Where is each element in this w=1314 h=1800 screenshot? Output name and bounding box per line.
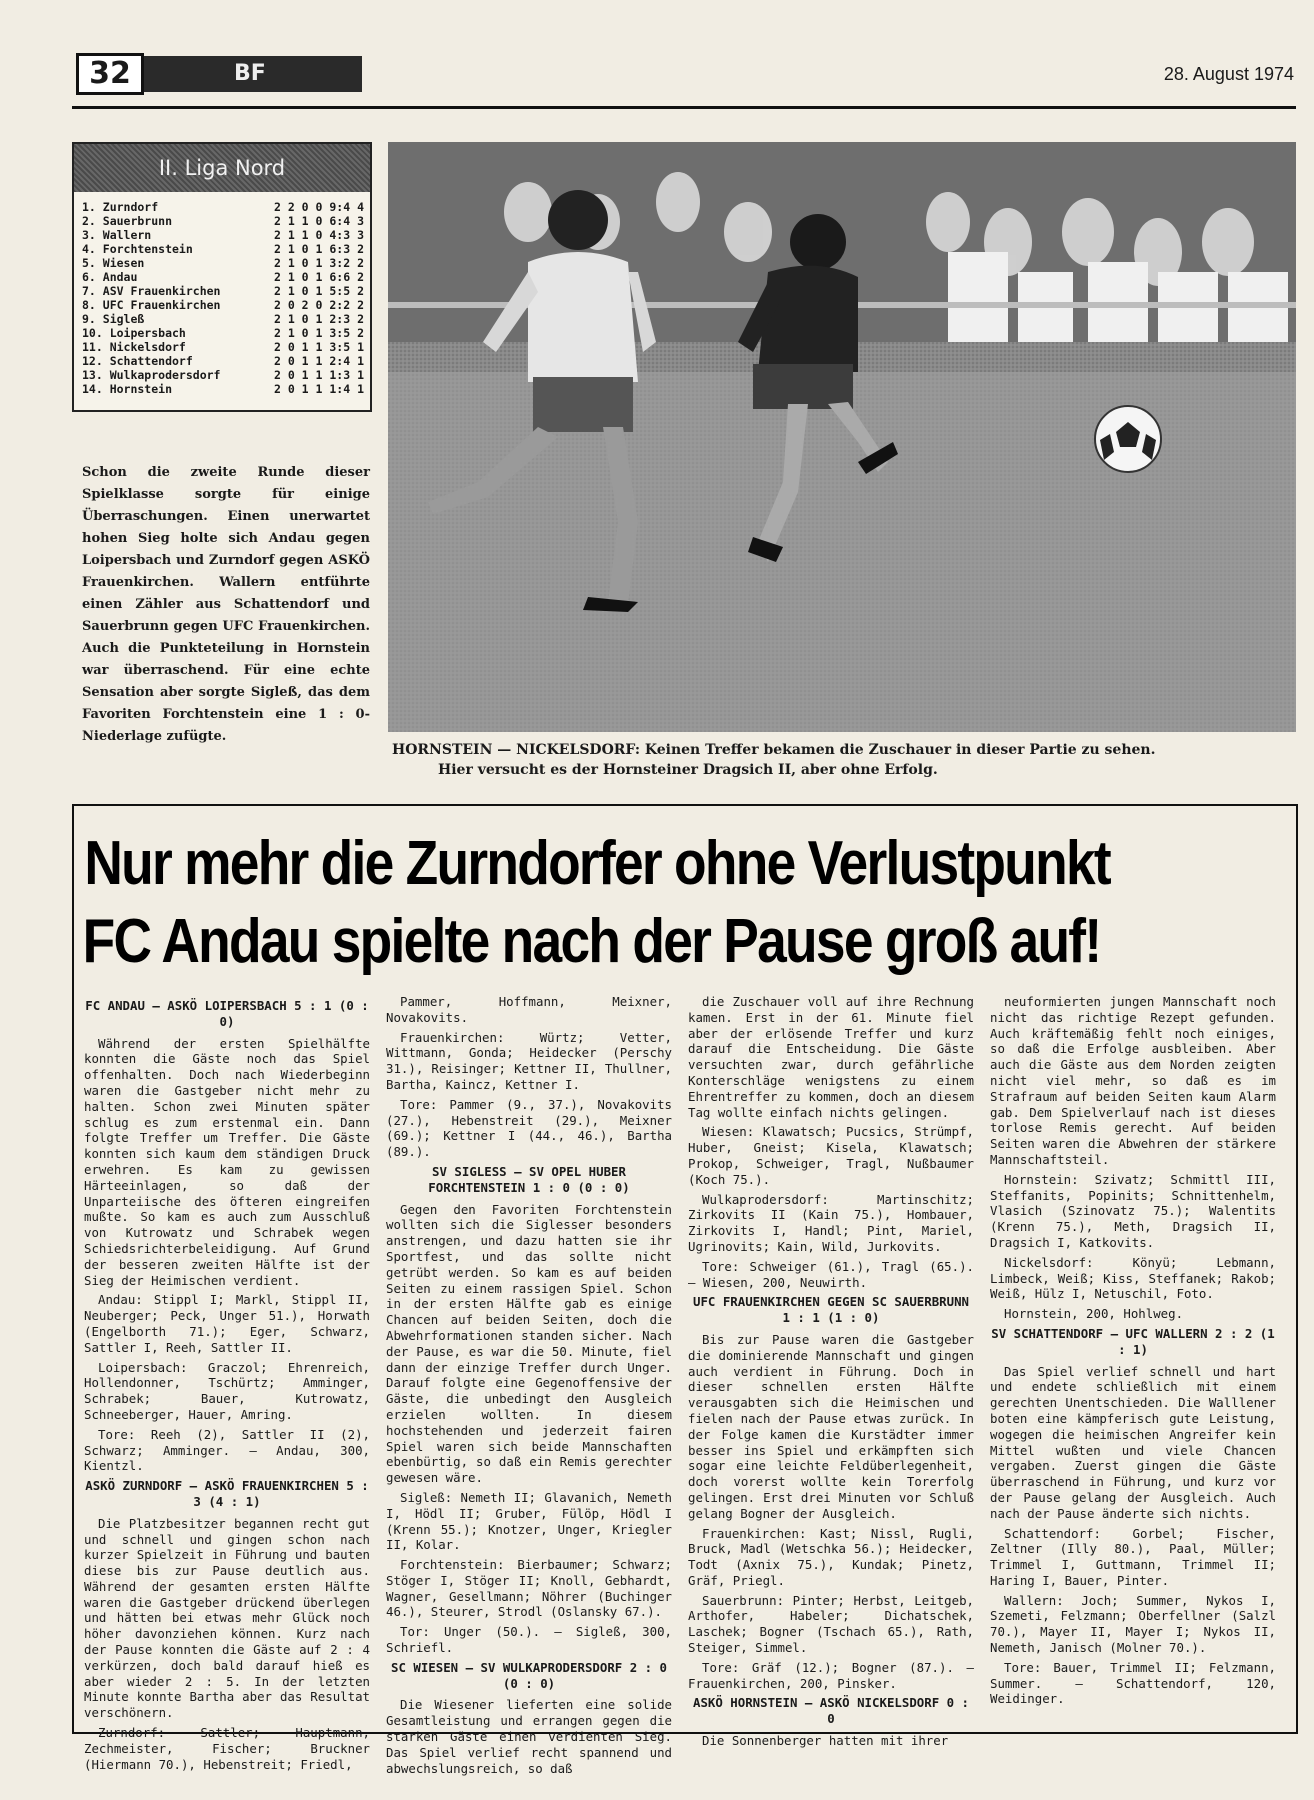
standings-stats: 2 1 0 1 6:3 2 bbox=[273, 242, 364, 256]
standings-stats: 2 1 1 0 4:3 3 bbox=[273, 228, 364, 242]
standings-stats: 2 1 1 0 6:4 3 bbox=[273, 214, 364, 228]
standings-row bbox=[82, 368, 364, 382]
match-photo-image bbox=[388, 142, 1296, 732]
standings-team: 14. Hornstein bbox=[82, 382, 173, 396]
article-paragraph: Die Wiesener lieferten eine solide Gesamtleistung und errangen gegen die starken Gäste einen verdienten Sieg. Das Spiel verlief recht spannend und abwechslungsreich, so daß bbox=[386, 1697, 672, 1776]
standings-stats: 2 0 2 0 2:2 2 bbox=[273, 298, 364, 312]
match-heading: SV SIGLESS — SV OPEL HUBER FORCHTENSTEIN 1 : 0 (0 : 0) bbox=[428, 1163, 630, 1195]
article-paragraph: Während der ersten Spielhälfte konnten die Gäste noch das Spiel offenhalten. Doch nach Wiederbeginn waren die Gastgeber nicht mehr zu halten. Schon zwei Minuten später schlug es zum erstenmal ein. Dann folgte Treffer um Treffer. Die Gäste konnten sich kaum dem ständigen Druck erwehren. Es kam zu gewissen Härteeinlagen, so daß der Unparteiische des öfteren eingreifen mußte. So kam es auch zum Ausschluß von Kutrowatz und Schrabek wegen Schiedsrichterbeleidigung. Auf Grund der besseren zweiten Hälfte ist der Sieg der Heimischen verdient. bbox=[84, 1035, 370, 1288]
match-heading: ASKÖ HORNSTEIN — ASKÖ NICKELSDORF 0 : 0 bbox=[692, 1695, 969, 1727]
article-paragraph: Frauenkirchen: Kast; Nissl, Rugli, Bruck, Madl (Wetschka 56.); Heidecker, Todt (Axnix 75.), Kundak; Pinetz, Gräf, Priegl. bbox=[688, 1525, 974, 1588]
match-heading: UFC FRAUENKIRCHEN GEGEN SC SAUERBRUNN 1 : 1 (1 : 0) bbox=[692, 1294, 969, 1326]
article-paragraph: Bis zur Pause waren die Gastgeber die dominierende Mannschaft und gingen auch verdient in Führung. Doch in dieser schnellen ersten Hälfte verausgabten sich die Heimischen und fielen nach der Pause etwas zurück. In der Folge kamen die Kurstädter immer besser ins Spiel und erkämpften sich sogar eine leichte Feldüberlegenheit, doch vorerst wollte kein Torerfolg gelingen. Erst drei Minuten vor Schluß gelang Bogner der Ausgleich. bbox=[688, 1331, 974, 1521]
standings-row bbox=[82, 298, 364, 312]
standings-row bbox=[82, 284, 364, 298]
article-paragraph: Tore: Schweiger (61.), Tragl (65.). — Wiesen, 200, Neuwirth. bbox=[688, 1258, 974, 1290]
headline-block bbox=[74, 826, 1125, 982]
article-paragraph: Wiesen: Klawatsch; Pucsics, Strümpf, Huber, Gneist; Kisela, Klawatsch; Prokop, Schweiger, Tragl, Nußbaumer (Koch 75.). bbox=[688, 1124, 974, 1187]
article-paragraph: Wallern: Joch; Summer, Nykos I, Szemeti, Felzmann; Oberfellner (Salzl 70.), Mayer II, Mayer I; Nykos II, Nemeth, Janisch (Molner 70.). bbox=[990, 1592, 1276, 1656]
article-paragraph: Nickelsdorf: Könyü; Lebmann, Limbeck, Weiß; Kiss, Steffanek; Rakob; Weiß, Hülz I, Netuschil, Foto. bbox=[990, 1254, 1276, 1302]
headline-line-2: FC Andau spielte nach der Pause groß auf! bbox=[82, 907, 1101, 976]
article-paragraph: Sigleß: Nemeth II; Glavanich, Nemeth I, Hödl II; Gruber, Fülöp, Hödl I (Krenn 55.); Knotzer, Unger, Kriegler II, Kolar. bbox=[386, 1489, 672, 1553]
match-heading: FC ANDAU — ASKÖ LOIPERSBACH 5 : 1 (0 : 0) bbox=[85, 998, 369, 1029]
standings-team: 2. Sauerbrunn bbox=[82, 214, 173, 228]
match-report-article bbox=[72, 804, 1298, 1776]
standings-title: II. Liga Nord bbox=[74, 144, 370, 192]
match-heading: ASKÖ ZURNDORF — ASKÖ FRAUENKIRCHEN 5 : 3 (4 : 1) bbox=[85, 1478, 369, 1509]
standings-row bbox=[82, 228, 364, 242]
article-paragraph: Hornstein: Szivatz; Schmittl III, Steffanits, Popinits; Schnittenhelm, Vlasich (Szinovatz 75.); Walentits (Krenn 75.), Meth, Dragsich II, Dragsich I, Katkovits. bbox=[990, 1171, 1276, 1250]
article-paragraph: neuformierten jungen Mannschaft noch nicht das richtige Rezept gefunden. Auch kräftemäßig fehlt noch einiges, so daß die Erfolge ausbleiben. Aber auch die Gäste aus dem Norden zeigten nicht viel mehr, so daß es im Strafraum auf beiden Seiten kaum Alarm gab. Dem Spielverlauf nach ist dieses torlose Remis gerecht. Auf beiden Seiten waren die Abwehren der stärkere Mannschaftsteil. bbox=[990, 994, 1276, 1167]
article-paragraph: Tore: Reeh (2), Sattler II (2), Schwarz; Amminger. — Andau, 300, Kientzl. bbox=[84, 1426, 370, 1474]
article-paragraph: Schattendorf: Gorbel; Fischer, Zeltner (Illy 80.), Paal, Müller; Trimmel I, Guttmann, Trimmel II; Haring I, Bauer, Pinter. bbox=[990, 1525, 1276, 1588]
standings-team: 11. Nickelsdorf bbox=[82, 340, 186, 354]
article-column-1 bbox=[84, 994, 370, 1772]
article-paragraph: Tore: Gräf (12.); Bogner (87.). — Frauenkirchen, 200, Pinsker. bbox=[688, 1659, 974, 1691]
standings-stats: 2 0 1 1 2:4 1 bbox=[273, 354, 364, 368]
standings-team: 10. Loipersbach bbox=[82, 326, 186, 340]
caption-line-1: HORNSTEIN — NICKELSDORF: Keinen Treffer bekamen die Zuschauer in dieser Partie zu sehen. bbox=[392, 742, 1156, 758]
standings-stats: 2 1 0 1 3:2 2 bbox=[273, 256, 364, 270]
page-number: 32 bbox=[76, 53, 144, 95]
standings-team: 13. Wulkaprodersdorf bbox=[82, 368, 221, 382]
standings-row bbox=[82, 200, 364, 214]
standings-row bbox=[82, 382, 364, 396]
article-paragraph: die Zuschauer voll auf ihre Rechnung kamen. Erst in der 61. Minute fiel aber der erlösende Treffer und kurz darauf die Entscheidung. Die Gäste versuchten zwar, durch gefährliche Konterschläge wenigstens zu einem Ehrentreffer zu kommen, doch an diesem Tag wollte einfach nichts gelingen. bbox=[688, 994, 974, 1120]
article-paragraph: Forchtenstein: Bierbaumer; Schwarz; Stöger I, Stöger II; Knoll, Gebhardt, Wagner, Gesellmann; Nöhrer (Buchinger 46.), Steurer, Strodl (Oslansky 67.). bbox=[386, 1557, 672, 1620]
article-paragraph: Tor: Unger (50.). — Sigleß, 300, Schriefl. bbox=[386, 1624, 672, 1656]
standings-row bbox=[82, 270, 364, 284]
standings-team: 12. Schattendorf bbox=[82, 354, 193, 368]
article-paragraph: Hornstein, 200, Hohlweg. bbox=[1004, 1306, 1184, 1322]
standings-stats: 2 2 0 0 9:4 4 bbox=[273, 200, 364, 214]
article-paragraph: Andau: Stippl I; Markl, Stippl II, Neuberger; Peck, Unger 51.), Horwath (Engelborth 71.); Eger, Schwarz, Sattler I, Reeh, Sattler II. bbox=[84, 1292, 370, 1355]
photo-caption bbox=[392, 740, 1296, 780]
standings-stats: 2 0 1 1 1:4 1 bbox=[273, 382, 364, 396]
header-rule bbox=[72, 106, 1296, 109]
article-paragraph: Gegen den Favoriten Forchtenstein wollten sich die Siglesser besonders anstrengen, und dazu hatten sie ihr Sportfest, und das sollte nicht getrübt werden. So kam es auf beiden Seiten zu einem rassigen Spiel. Schon in der ersten Hälfte gab es einige Chancen auf beiden Seiten, doch die Abwehrformationen standen sicher. Nach der Pause, es war die 50. Minute, fiel dann der einzige Treffer durch Unger. Darauf folgte eine Gegenoffensive der Gäste, die unbedingt den Ausgleich erzielen wollten. In diesem hochstehenden und jederzeit fairen Spiel waren sich beide Mannschaften ebenbürtig, so daß ein Remis gerechter gewesen wäre. bbox=[386, 1201, 672, 1486]
standings-team: 5. Wiesen bbox=[82, 256, 145, 270]
article-paragraph: Pammer, Hoffmann, Meixner, Novakovits. bbox=[386, 994, 672, 1025]
standings-row bbox=[82, 256, 364, 270]
article-paragraph: Wulkaprodersdorf: Martinschitz; Zirkovits II (Kain 75.), Hombauer, Zirkovits I, Handl; Pint, Mariel, Ugrinovits; Kain, Wild, Jurkovits. bbox=[688, 1191, 974, 1254]
article-paragraph: Frauenkirchen: Würtz; Vetter, Wittmann, Gonda; Heidecker (Perschy 31.), Reisinger; Kettner II, Thullner, Bartha, Kaincz, Kettner I. bbox=[386, 1029, 672, 1092]
standings-team: 1. Zurndorf bbox=[82, 200, 159, 214]
section-bar bbox=[144, 56, 362, 92]
article-paragraph: Tore: Pammer (9., 37.), Novakovits (27.), Hebenstreit (29.), Meixner (69.); Kettner I (44., 46.), Bartha (89.). bbox=[386, 1096, 672, 1160]
standings-rows bbox=[74, 192, 370, 396]
standings-stats: 2 0 1 1 3:5 1 bbox=[273, 340, 364, 354]
standings-stats: 2 1 0 1 5:5 2 bbox=[273, 284, 364, 298]
standings-row bbox=[82, 354, 364, 368]
section-label: BF bbox=[234, 61, 266, 86]
standings-team: 3. Wallern bbox=[82, 228, 152, 242]
standings-team: 9. Sigleß bbox=[82, 312, 145, 326]
article-columns bbox=[84, 994, 1284, 1776]
standings-stats: 2 1 0 1 2:3 2 bbox=[273, 312, 364, 326]
intro-paragraph: Schon die zweite Runde dieser Spielklasse sorgte für einige Überraschungen. Einen unerwartet hohen Sieg holte sich Andau gegen Loipersbach und Zurndorf gegen ASKÖ Frauenkirchen. Wallern entführte einen Zähler aus Schattendorf und Sauerbrunn gegen UFC Frauenkirchen. Auch die Punkteteilung in Hornstein war überraschend. Für eine echte Sensation aber sorgte Sigleß, das dem Favoriten Forchtenstein eine 1 : 0-Niederlage zufügte. bbox=[82, 465, 370, 744]
standings-row bbox=[82, 312, 364, 326]
standings-row bbox=[82, 326, 364, 340]
standings-row bbox=[82, 214, 364, 228]
standings-stats: 2 0 1 1 1:3 1 bbox=[273, 368, 364, 382]
article-column-4 bbox=[990, 994, 1276, 1724]
match-photo bbox=[388, 142, 1296, 732]
issue-date: 28. August 1974 bbox=[1163, 64, 1294, 84]
football bbox=[1095, 406, 1161, 472]
caption-line-2: Hier versucht es der Hornsteiner Dragsich II, aber ohne Erfolg. bbox=[438, 762, 938, 778]
article-column-2 bbox=[386, 994, 672, 1776]
headline-line-1: Nur mehr die Zurndorfer ohne Verlustpunkt bbox=[84, 829, 1110, 898]
match-heading: SV SCHATTENDORF — UFC WALLERN 2 : 2 (1 : 1) bbox=[991, 1325, 1275, 1357]
standings-team: 8. UFC Frauenkirchen bbox=[82, 298, 221, 312]
article-paragraph: Das Spiel verlief schnell und hart und endete schließlich mit einem gerechten Unentschieden. Die Walllener boten eine kämpferisch gute Leistung, wogegen die heimischen Angreifer kein Mittel wußten und viele Chancen vergaben. Zuerst gingen die Gäste überraschend in Führung, und kurz vor der Pause gelang der Ausgleich. Auch nach der Pause änderte sich nichts. bbox=[990, 1363, 1276, 1521]
article-paragraph: Tore: Bauer, Trimmel II; Felzmann, Summer. — Schattendorf, 120, Weidinger. bbox=[990, 1659, 1276, 1707]
article-column-3 bbox=[688, 994, 974, 1749]
match-heading: SC WIESEN — SV WULKAPRODERSDORF 2 : 0 (0 : 0) bbox=[390, 1659, 667, 1691]
standings-row bbox=[82, 242, 364, 256]
article-paragraph: Sauerbrunn: Pinter; Herbst, Leitgeb, Arthofer, Habeler; Dichatschek, Laschek; Bogner (Tschach 65.), Rath, Steiger, Simmel. bbox=[688, 1592, 974, 1656]
standings-stats: 2 1 0 1 3:5 2 bbox=[273, 326, 364, 340]
standings-row bbox=[82, 340, 364, 354]
article-paragraph: Zurndorf: Sattler; Hauptmann, Zechmeister, Fischer; Bruckner (Hiermann 70.), Hebenstreit; Friedl, bbox=[84, 1725, 370, 1772]
standings-table bbox=[72, 142, 372, 412]
article-paragraph: Die Sonnenberger hatten mit ihrer bbox=[702, 1733, 949, 1749]
standings-stats: 2 1 0 1 6:6 2 bbox=[273, 270, 364, 284]
page-header bbox=[72, 48, 1296, 108]
standings-team: 4. Forchtenstein bbox=[82, 242, 193, 256]
standings-team: 7. ASV Frauenkirchen bbox=[82, 284, 221, 298]
article-paragraph: Loipersbach: Graczol; Ehrenreich, Hollendonner, Tschürtz; Amminger, Schrabek; Bauer, Kutrowatz, Schneeberger, Hauer, Amring. bbox=[84, 1359, 370, 1422]
article-paragraph: Die Platzbesitzer begannen recht gut und schnell und gingen schon nach kurzer Spielzeit in Führung und bauten diese bis zur Pause deutlich aus. Während der gesamten ersten Hälfte waren die Gastgeber drückend überlegen und hätten bei etwas mehr Glück noch höher davonziehen können. Kurz nach der Pause konnten die Gäste auf 2 : 4 verkürzen, doch bald darauf hieß es aber wieder 2 : 5. In der letzten Minute konnte Bartha aber das Resultat verschönern. bbox=[84, 1515, 370, 1721]
standings-team: 6. Andau bbox=[82, 270, 138, 284]
